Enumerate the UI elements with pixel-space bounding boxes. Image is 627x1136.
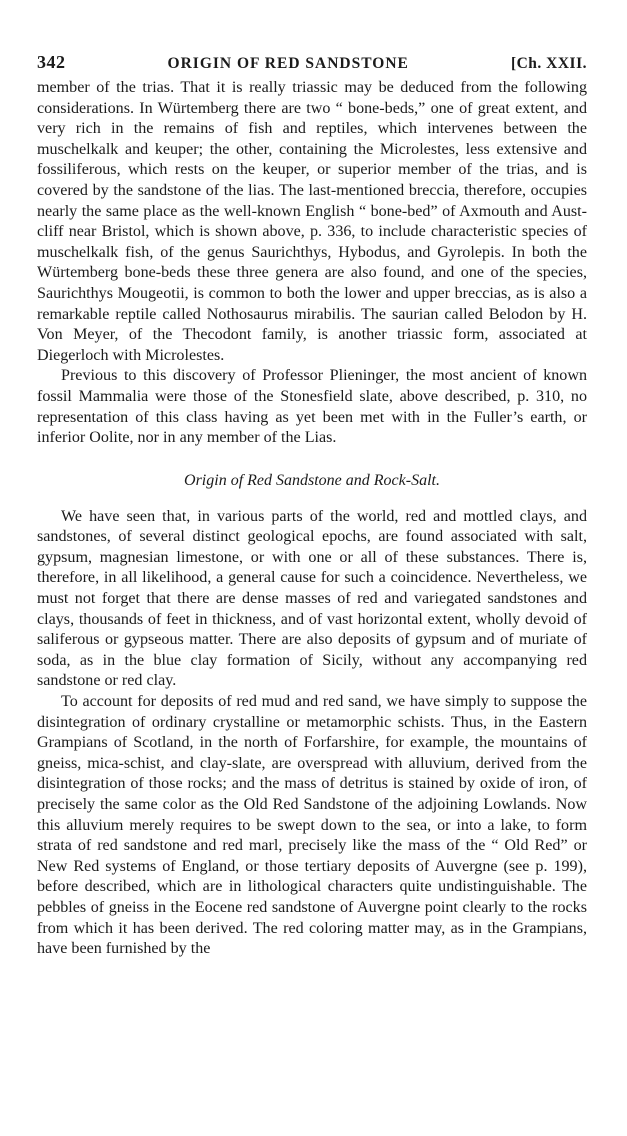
page-header (37, 52, 587, 78)
page-number: 342 (37, 52, 66, 72)
chapter-label: [Ch. XXII. (510, 55, 587, 72)
paragraph-red-clays: We have seen that, in various parts of the world, red and mottled clays, and sandstones, of several distinct geological epochs, are found associated with salt, gypsum, magnesian limestone, or with one or all of these substances. There is, therefore, in all likelihood, a general cause for such a coincidence. Nevertheless, we must not forget that there are dense masses of red and variegated sandstones and clays, thousands of feet in thickness, and of vast horizontal extent, wholly devoid of saliferous or gypseous matter. There are also deposits of gypsum and of muriate of soda, as in the blue clay formation of Sicily, without any accompanying red sandstone or red clay. (37, 507, 587, 690)
paragraph-red-mud: To account for deposits of red mud and red sand, we have simply to suppose the disintegration of ordinary crystalline or metamorphic schists. Thus, in the Eastern Grampians of Scotland, in the north of Forfarshire, for example, the mountains of gneiss, mica-schist, and clay-slate, are overspread with alluvium, derived from the disintegration of those rocks; and the mass of detritus is stained by oxide of iron, of precisely the same color as the Old Red Sandstone of the adjoining Lowlands. Now this alluvium merely requires to be swept down to the sea, or into a lake, to form strata of red sandstone and red marl, precisely like the mass of the “ Old Red” or New Red systems of England, or those tertiary deposits of Auvergne (see p. 199), before described, which are in lithological characters quite undistinguishable. The pebbles of gneiss in the Eocene red sandstone of Auvergne point clearly to the rocks from which it has been derived. The red coloring matter may, as in the Grampians, have been furnished by the (37, 693, 587, 958)
paragraph-plieninger: Previous to this discovery of Professor Plieninger, the most ancient of known fossil Mammalia were those of the Stonesfield slate, above described, p. 310, no representation of this class having as yet been met with in the Fuller’s earth, or inferior Oolite, nor in any member of the Lias. (37, 367, 587, 447)
section-heading: Origin of Red Sandstone and Rock-Salt. (184, 471, 440, 489)
paragraph-trias: member of the trias. That it is really triassic may be deduced from the following considerations. In Würtemberg there are two “ bone-beds,” one of great extent, and very rich in the remains of fish and reptiles, which intervenes between the muschelkalk and keuper; the other, containing the Microlestes, less extensive and fossiliferous, which rests on the keuper, or superior member of the trias, and is covered by the sandstone of the lias. The last-mentioned breccia, therefore, occupies nearly the same place as the well-known English “ bone-bed” of Axmouth and Aust-cliff near Bristol, which is shown above, p. 336, to include characteristic species of muschelkalk fish, of the genus Saurichthys, Hybodus, and Gyrolepis. In both the Würtemberg bone-beds these three genera are also found, and one of the species, Saurichthys Mougeotii, is common to both the lower and upper breccias, as is also a remarkable reptile called Nothosaurus mirabilis. The saurian called Belodon by H. Von Meyer, of the Thecodont family, is another triassic form, associated at Diegerloch with Microlestes. (37, 79, 587, 364)
running-title: ORIGIN OF RED SANDSTONE (167, 55, 409, 72)
